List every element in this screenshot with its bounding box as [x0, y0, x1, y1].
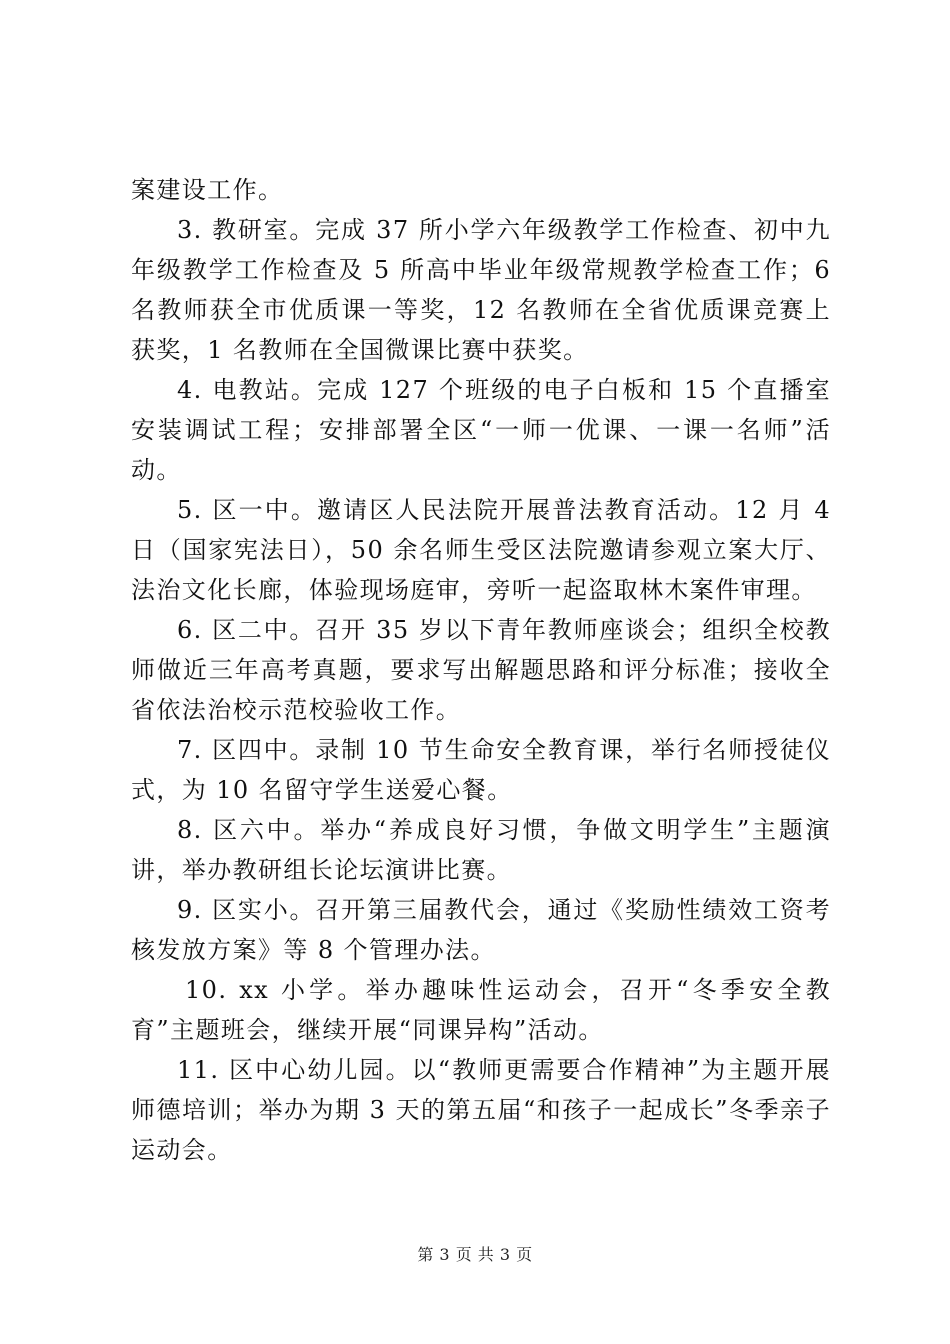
paragraph-item-10: 10. xx 小学。举办趣味性运动会，召开“冬季安全教育”主题班会，继续开展“同课异构”活动。: [131, 976, 831, 1044]
paragraph-item-6: 6. 区二中。召开 35 岁以下青年教师座谈会；组织全校教师做近三年高考真题，要求写出解题思路和评分标准；接收全省依法治校示范校验收工作。: [131, 616, 831, 724]
paragraph-continuation: 案建设工作。: [131, 176, 284, 204]
page-number-footer: 第 3 页 共 3 页: [417, 1245, 533, 1264]
paragraph-item-3: 3. 教研室。完成 37 所小学六年级教学工作检查、初中九年级教学工作检查及 5 所高中毕业年级常规教学检查工作；6 名教师获全市优质课一等奖，12 名教师在全省优质课竞赛上获奖，1 名教师在全国微课比赛中获奖。: [131, 216, 831, 364]
document-body: [131, 170, 831, 1170]
paragraph-item-11: 11. 区中心幼儿园。以“教师更需要合作精神”为主题开展师德培训；举办为期 3 天的第五届“和孩子一起成长”冬季亲子运动会。: [131, 1056, 831, 1164]
paragraph-item-8: 8. 区六中。举办“养成良好习惯，争做文明学生”主题演讲，举办教研组长论坛演讲比赛。: [131, 816, 831, 884]
paragraph-item-9: 9. 区实小。召开第三届教代会，通过《奖励性绩效工资考核发放方案》等 8 个管理办法。: [131, 896, 831, 964]
paragraph-item-7: 7. 区四中。录制 10 节生命安全教育课，举行名师授徒仪式，为 10 名留守学生送爱心餐。: [131, 736, 831, 804]
paragraph-item-5: 5. 区一中。邀请区人民法院开展普法教育活动。12 月 4 日（国家宪法日），50 余名师生受区法院邀请参观立案大厅、法治文化长廊，体验现场庭审，旁听一起盗取林木案件审理。: [131, 496, 831, 604]
paragraph-item-4: 4. 电教站。完成 127 个班级的电子白板和 15 个直播室安装调试工程；安排部署全区“一师一优课、一课一名师”活动。: [131, 376, 831, 484]
